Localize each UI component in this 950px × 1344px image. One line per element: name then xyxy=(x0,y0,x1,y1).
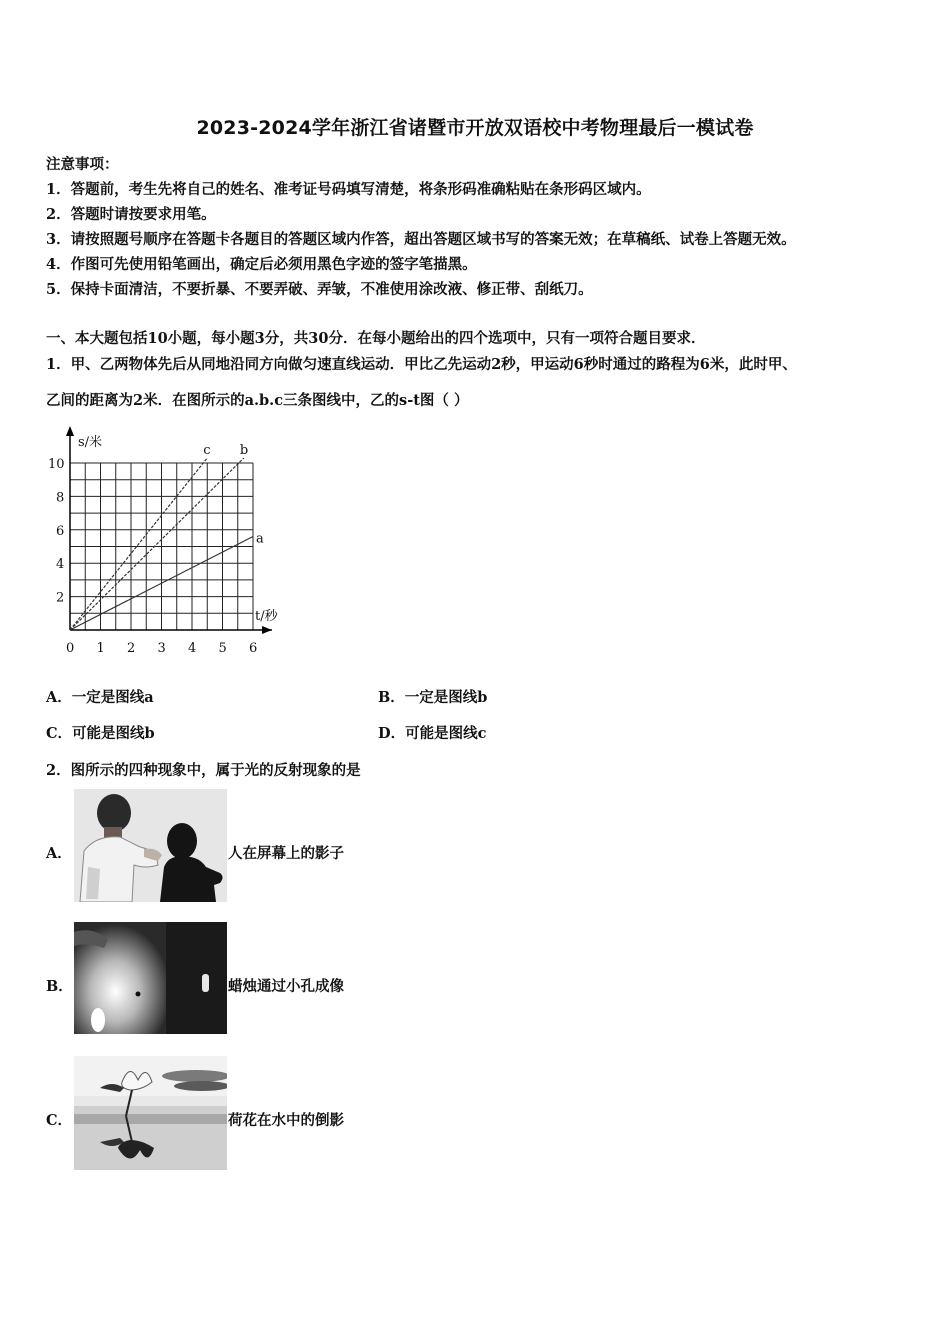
series-line-b xyxy=(70,458,244,630)
x-axis-arrow xyxy=(262,626,272,634)
notice-item-3: 3．请按照题号顺序在答题卡各题目的答题区域内作答，超出答题区域书写的答案无效；在草稿纸、试卷上答题无效。 xyxy=(46,231,796,248)
shadow-photo xyxy=(74,789,227,902)
pinhole-photo xyxy=(74,922,227,1034)
x-tick-label: 0 xyxy=(66,641,75,654)
y-tick-label: 6 xyxy=(56,523,65,539)
x-tick-label: 4 xyxy=(188,641,197,654)
q2-option-c-caption: 荷花在水中的倒影 xyxy=(228,1112,344,1129)
series-label-b: b xyxy=(239,442,249,458)
y-axis-title: s/米 xyxy=(78,435,103,450)
q1-stem-line2: 乙间的距离为2米．在图所示的a.b.c三条图线中，乙的s-t图（ ） xyxy=(46,392,469,409)
y-axis-arrow xyxy=(66,426,74,436)
x-axis-title: t/秒 xyxy=(255,609,278,624)
y-tick-label: 10 xyxy=(48,457,65,472)
y-tick-label: 2 xyxy=(56,590,65,606)
q2-option-b-label[interactable]: B． xyxy=(46,978,73,995)
x-tick-label: 1 xyxy=(96,641,105,654)
q1-option-b[interactable]: B．一定是图线b xyxy=(378,689,488,706)
q1-stem-line1: 1．甲、乙两物体先后从同地沿同方向做匀速直线运动．甲比乙先运动2秒，甲运动6秒时通过的路程为6米，此时甲、 xyxy=(46,356,797,373)
lotus-reflection-photo xyxy=(74,1056,227,1170)
q1-option-c[interactable]: C．可能是图线b xyxy=(46,725,155,742)
series-line-c xyxy=(70,458,207,630)
x-tick-label: 2 xyxy=(127,641,136,654)
q2-stem: 2．图所示的四种现象中，属于光的反射现象的是 xyxy=(46,762,361,779)
notice-heading: 注意事项： xyxy=(46,156,119,173)
series-label-c: c xyxy=(203,442,211,458)
notice-item-2: 2．答题时请按要求用笔。 xyxy=(46,206,216,223)
notice-item-1: 1．答题前，考生先将自己的姓名、准考证号码填写清楚，将条形码准确粘贴在条形码区域内。 xyxy=(46,181,651,198)
q2-option-a-label[interactable]: A． xyxy=(46,845,72,862)
y-tick-label: 4 xyxy=(56,557,65,573)
notice-item-5: 5．保持卡面清洁，不要折暴、不要弄破、弄皱，不准使用涂改液、修正带、刮纸刀。 xyxy=(46,281,593,298)
q2-option-c-label[interactable]: C． xyxy=(46,1112,73,1129)
x-tick-label: 6 xyxy=(249,641,258,654)
notice-item-4: 4．作图可先使用铅笔画出，确定后必须用黑色字迹的签字笔描黑。 xyxy=(46,256,477,273)
y-tick-label: 8 xyxy=(56,490,65,506)
series-label-a: a xyxy=(256,531,264,547)
section-heading: 一、本大题包括10小题，每小题3分，共30分．在每小题给出的四个选项中，只有一项符合题目要求． xyxy=(46,330,706,347)
x-tick-label: 5 xyxy=(218,641,227,654)
page-title: 2023-2024学年浙江省诸暨市开放双语校中考物理最后一模试卷 xyxy=(196,117,754,139)
q1-option-d[interactable]: D．可能是图线c xyxy=(378,725,487,742)
q1-option-a[interactable]: A．一定是图线a xyxy=(46,689,154,706)
st-chart xyxy=(40,424,290,654)
x-tick-label: 3 xyxy=(157,641,166,654)
q2-option-a-caption: 人在屏幕上的影子 xyxy=(228,845,344,862)
q2-option-b-caption: 蜡烛通过小孔成像 xyxy=(228,978,344,995)
